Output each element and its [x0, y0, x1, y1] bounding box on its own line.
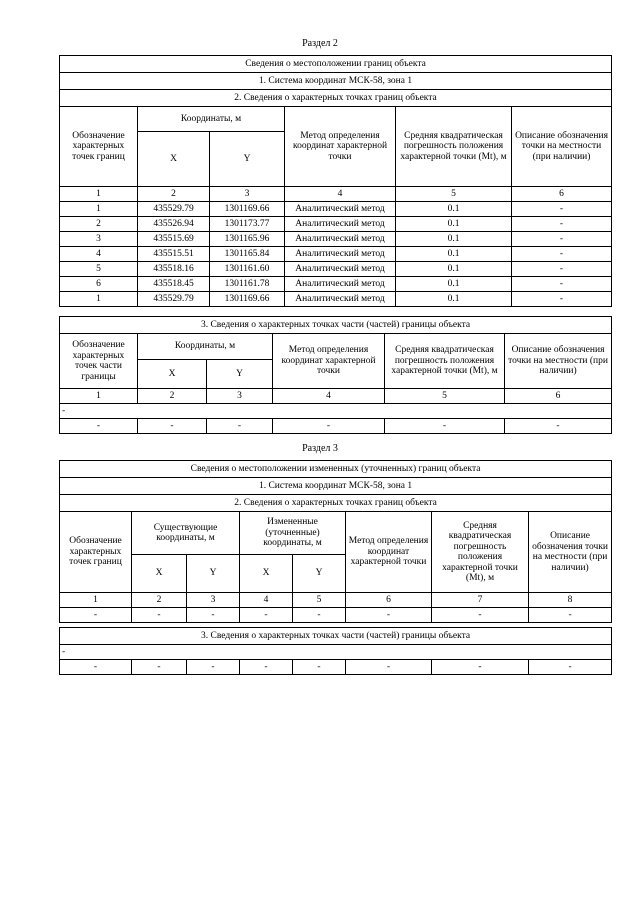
y-value: 1301169.66 — [210, 292, 285, 307]
col-error: Средняя квадратическая погрешность положения характерной точки (Mt), м — [396, 107, 512, 187]
col-y: Y — [207, 360, 273, 389]
y-value: 1301161.78 — [210, 277, 285, 292]
part-number-row: - — [60, 645, 612, 660]
cell-value: - — [293, 660, 346, 675]
description-value: - — [512, 247, 612, 262]
method-value: Аналитический метод — [285, 292, 396, 307]
coordinate-system: 1. Система координат МСК-58, зона 1 — [60, 478, 612, 495]
column-numbers-row — [60, 389, 612, 404]
table-row — [60, 660, 612, 675]
x-value: 435529.79 — [138, 202, 210, 217]
cell-value: - — [529, 660, 612, 675]
table-row — [60, 292, 612, 307]
cell-value: - — [346, 660, 432, 675]
cell-value: - — [240, 608, 293, 623]
column-numbers-row — [60, 187, 612, 202]
table-row — [60, 232, 612, 247]
cell-value: - — [432, 608, 529, 623]
x-value: 435518.16 — [138, 262, 210, 277]
cell-value: - — [132, 660, 187, 675]
col-number: 1 — [60, 389, 138, 404]
cell-value: - — [529, 608, 612, 623]
parts-title: 3. Сведения о характерных точках части (частей) границы объекта — [60, 317, 612, 334]
coordinate-system: 1. Система координат МСК-58, зона 1 — [60, 73, 612, 90]
col-description: Описание обозначения точки на местности (при наличии) — [529, 512, 612, 593]
method-value: Аналитический метод — [285, 262, 396, 277]
col-number: 2 — [138, 389, 207, 404]
section-2-table — [59, 55, 612, 307]
cell-value: - — [273, 419, 385, 434]
col-number: 5 — [293, 593, 346, 608]
cell-value: - — [187, 608, 240, 623]
error-value: 0.1 — [396, 292, 512, 307]
table-row — [60, 277, 612, 292]
col-x: X — [138, 132, 210, 187]
description-value: - — [512, 217, 612, 232]
point-id: 5 — [60, 262, 138, 277]
col-description: Описание обозначения точки на местности (при наличии) — [505, 334, 612, 389]
table-row — [60, 419, 612, 434]
y-value: 1301161.60 — [210, 262, 285, 277]
description-value: - — [512, 292, 612, 307]
col-number: 3 — [187, 593, 240, 608]
point-id: 3 — [60, 232, 138, 247]
cell-value: - — [60, 608, 132, 623]
col-number: 6 — [346, 593, 432, 608]
table-row — [60, 202, 612, 217]
cell-value: - — [132, 608, 187, 623]
y-value: 1301165.96 — [210, 232, 285, 247]
section-3-header: Сведения о местоположении измененных (уточненных) границ объекта — [60, 461, 612, 478]
description-value: - — [512, 277, 612, 292]
cell-value: - — [346, 608, 432, 623]
y-value: 1301165.84 — [210, 247, 285, 262]
part-number-row: - — [60, 404, 612, 419]
col-number: 1 — [60, 187, 138, 202]
col-number: 6 — [505, 389, 612, 404]
error-value: 0.1 — [396, 202, 512, 217]
col-number: 4 — [273, 389, 385, 404]
cell-value: - — [385, 419, 505, 434]
table-row — [60, 217, 612, 232]
col-designation: Обозначение характерных точек границ — [60, 107, 138, 187]
col-number: 8 — [529, 593, 612, 608]
section-2-parts-table — [59, 316, 612, 434]
point-id: 1 — [60, 202, 138, 217]
description-value: - — [512, 262, 612, 277]
cell-value: - — [240, 660, 293, 675]
col-changed-x: X — [240, 555, 293, 593]
col-existing-coords: Существующие координаты, м — [132, 512, 240, 555]
table-row — [60, 608, 612, 623]
point-id: 2 — [60, 217, 138, 232]
description-value: - — [512, 202, 612, 217]
col-number: 2 — [138, 187, 210, 202]
x-value: 435515.69 — [138, 232, 210, 247]
cell-value: - — [138, 419, 207, 434]
error-value: 0.1 — [396, 262, 512, 277]
points-title: 2. Сведения о характерных точках границ объекта — [60, 90, 612, 107]
col-number: 5 — [385, 389, 505, 404]
x-value: 435526.94 — [138, 217, 210, 232]
y-value: 1301173.77 — [210, 217, 285, 232]
x-value: 435518.45 — [138, 277, 210, 292]
col-number: 3 — [210, 187, 285, 202]
col-number: 4 — [240, 593, 293, 608]
col-existing-x: X — [132, 555, 187, 593]
cell-value: - — [207, 419, 273, 434]
col-error: Средняя квадратическая погрешность положения характерной точки (Mt), м — [385, 334, 505, 389]
col-coords: Координаты, м — [138, 334, 273, 360]
point-id: 6 — [60, 277, 138, 292]
col-method: Метод определения координат характерной точки — [285, 107, 396, 187]
error-value: 0.1 — [396, 277, 512, 292]
method-value: Аналитический метод — [285, 277, 396, 292]
table-row — [60, 247, 612, 262]
points-title: 2. Сведения о характерных точках границ объекта — [60, 495, 612, 512]
method-value: Аналитический метод — [285, 217, 396, 232]
col-changed-coords: Измененные (уточненные) координаты, м — [240, 512, 346, 555]
cell-value: - — [432, 660, 529, 675]
col-method: Метод определения координат характерной точки — [346, 512, 432, 593]
col-number: 5 — [396, 187, 512, 202]
col-existing-y: Y — [187, 555, 240, 593]
parts-title: 3. Сведения о характерных точках части (частей) границы объекта — [60, 628, 612, 645]
point-id: 1 — [60, 292, 138, 307]
error-value: 0.1 — [396, 232, 512, 247]
col-coords: Координаты, м — [138, 107, 285, 132]
cell-value: - — [60, 660, 132, 675]
method-value: Аналитический метод — [285, 202, 396, 217]
cell-value: - — [505, 419, 612, 434]
col-number: 7 — [432, 593, 529, 608]
col-designation: Обозначение характерных точек части границы — [60, 334, 138, 389]
method-value: Аналитический метод — [285, 247, 396, 262]
error-value: 0.1 — [396, 247, 512, 262]
col-y: Y — [210, 132, 285, 187]
cell-value: - — [187, 660, 240, 675]
col-x: X — [138, 360, 207, 389]
col-number: 4 — [285, 187, 396, 202]
column-numbers-row — [60, 593, 612, 608]
section-2-title: Раздел 2 — [302, 38, 338, 49]
col-changed-y: Y — [293, 555, 346, 593]
col-number: 1 — [60, 593, 132, 608]
col-description: Описание обозначения точки на местности (при наличии) — [512, 107, 612, 187]
section-2-header: Сведения о местоположении границ объекта — [60, 56, 612, 73]
col-number: 2 — [132, 593, 187, 608]
col-designation: Обозначение характерных точек границ — [60, 512, 132, 593]
section-3-table — [59, 460, 612, 675]
x-value: 435529.79 — [138, 292, 210, 307]
cell-value: - — [293, 608, 346, 623]
table-row — [60, 262, 612, 277]
col-error: Средняя квадратическая погрешность положения характерной точки (Mt), м — [432, 512, 529, 593]
y-value: 1301169.66 — [210, 202, 285, 217]
col-method: Метод определения координат характерной точки — [273, 334, 385, 389]
cell-value: - — [60, 419, 138, 434]
point-id: 4 — [60, 247, 138, 262]
col-number: 3 — [207, 389, 273, 404]
description-value: - — [512, 232, 612, 247]
section-3-title: Раздел 3 — [302, 443, 338, 454]
x-value: 435515.51 — [138, 247, 210, 262]
col-number: 6 — [512, 187, 612, 202]
method-value: Аналитический метод — [285, 232, 396, 247]
error-value: 0.1 — [396, 217, 512, 232]
